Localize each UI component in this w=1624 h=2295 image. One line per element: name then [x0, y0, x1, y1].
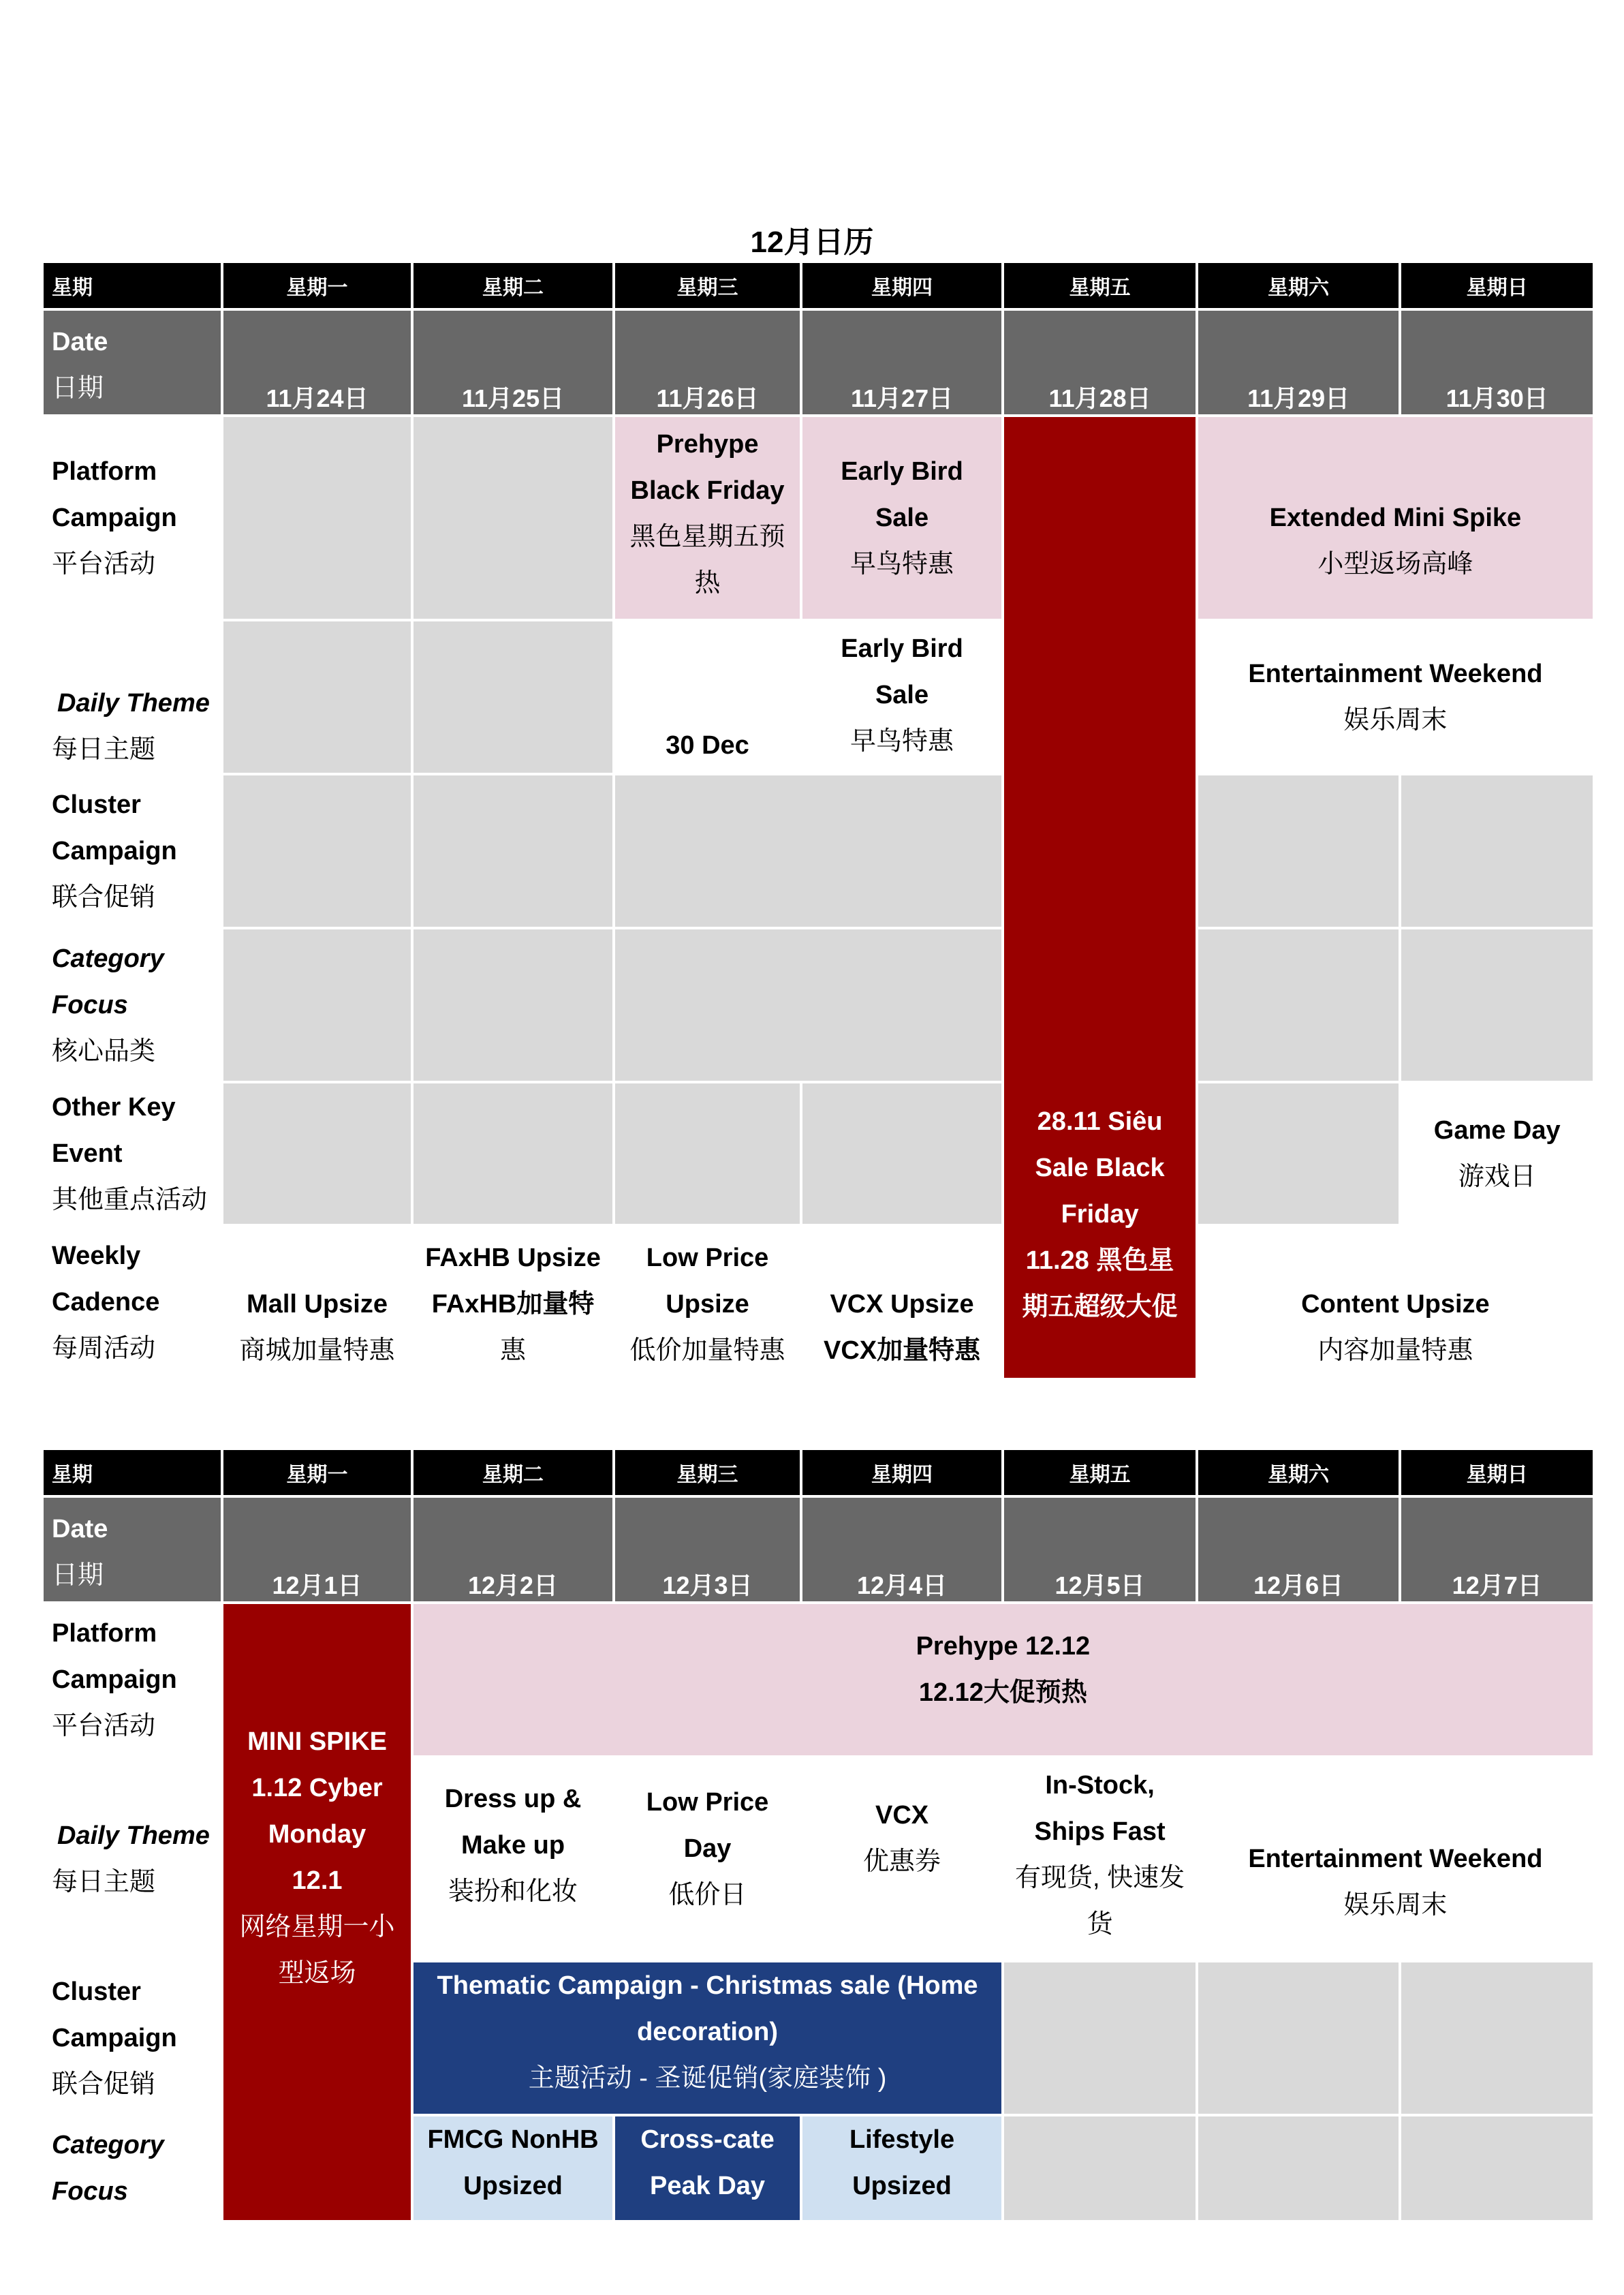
- entertainment-weekend-cell: [1198, 621, 1593, 773]
- label-line: Campaign: [52, 837, 177, 865]
- cell-line: Cross-cate: [640, 2125, 775, 2154]
- header-cell: 星期四: [802, 1450, 1002, 1495]
- date-cell: 11月29日: [1198, 311, 1399, 414]
- other-key-event-row: [44, 1083, 1593, 1224]
- label-line: Focus: [52, 991, 128, 1019]
- vcx-upsize-cell: [802, 1227, 1002, 1378]
- header-cell: 星期: [44, 1450, 221, 1495]
- row-label-daily: [44, 621, 221, 773]
- empty-cell: [1004, 2116, 1195, 2220]
- cell-line: Prehype: [656, 430, 759, 459]
- cell-line: 主题活动 - 圣诞促销(家庭装饰 ): [528, 2064, 887, 2093]
- date-label-zh: 日期: [52, 374, 104, 403]
- cell-line: FAxHB加量特: [431, 1290, 595, 1319]
- label-line: Daily Theme: [57, 1821, 210, 1850]
- date-cell: 12月4日: [802, 1498, 1002, 1601]
- empty-cell: [413, 775, 613, 927]
- header-cell: 星期一: [223, 263, 410, 308]
- mall-upsize-cell: [223, 1227, 410, 1378]
- date-label-zh: 日期: [52, 1561, 104, 1590]
- cell-line: FMCG NonHB: [427, 2125, 599, 2154]
- header-cell: 星期二: [413, 1450, 613, 1495]
- date-cell: 11月30日: [1401, 311, 1593, 414]
- prehype-1212-cell: [413, 1604, 1593, 1755]
- row-label-other: [44, 1083, 221, 1224]
- thematic-campaign-cell: [413, 1962, 1002, 2114]
- date-cell: 11月24日: [223, 311, 410, 414]
- daily-theme-row: [44, 621, 1593, 773]
- row-label-platform: [44, 1604, 221, 1755]
- cell-line: 娱乐周末: [1343, 1891, 1448, 1920]
- cell-line: Extended Mini Spike: [1269, 504, 1522, 532]
- date-cell: 12月6日: [1198, 1498, 1399, 1601]
- label-line: 其他重点活动: [52, 1186, 208, 1214]
- cell-line: 惠: [500, 1336, 527, 1365]
- cell-line: 28.11 Siêu: [1037, 1107, 1163, 1136]
- date-cell: 12月3日: [615, 1498, 799, 1601]
- cell-line: 早鸟特惠: [850, 550, 954, 579]
- cell-line: 小型返场高峰: [1317, 550, 1473, 579]
- cell-line: Sale: [875, 504, 929, 532]
- cell-line: Low Price: [646, 1244, 769, 1272]
- label-line: Category: [52, 2131, 164, 2159]
- label-line: Other Key: [52, 1093, 176, 1122]
- cell-line: Mall Upsize: [247, 1290, 388, 1319]
- date-row: [44, 311, 1593, 414]
- cell-line: Prehype 12.12: [916, 1632, 1091, 1661]
- cell-line: Game Day: [1433, 1116, 1561, 1145]
- cell-line: 有现货, 快速发: [1015, 1864, 1185, 1892]
- label-line: 联合促销: [52, 883, 156, 912]
- label-line: Platform: [52, 1619, 157, 1648]
- cell-line: Entertainment Weekend: [1248, 1845, 1543, 1873]
- cell-line: 低价日: [668, 1881, 747, 1909]
- empty-cell: [1198, 929, 1399, 1081]
- daily-30-dec-cell: [615, 621, 799, 773]
- empty-cell: [1198, 775, 1399, 927]
- weekly-cadence-row: [44, 1227, 1593, 1378]
- empty-cell: [413, 621, 613, 773]
- label-line: 核心品类: [52, 1037, 156, 1066]
- low-price-upsize-cell: [615, 1227, 799, 1378]
- black-friday-cell: [1004, 417, 1195, 1378]
- cell-line: 12.1: [292, 1866, 343, 1895]
- cell-line: 装扮和化妆: [448, 1877, 578, 1906]
- label-line: Focus: [52, 2177, 128, 2206]
- empty-cell: [802, 1083, 1002, 1224]
- label-line: 平台活动: [52, 1712, 156, 1740]
- label-line: Daily Theme: [57, 689, 210, 718]
- empty-cell: [223, 775, 410, 927]
- calendar-week-2: [41, 1447, 1595, 2223]
- label-line: 联合促销: [52, 2070, 156, 2099]
- row-label-category: [44, 2116, 221, 2220]
- cell-line: Lifestyle: [849, 2125, 955, 2154]
- date-cell: 12月5日: [1004, 1498, 1195, 1601]
- cell-line: 优惠券: [863, 1847, 941, 1876]
- empty-cell: [1198, 2116, 1399, 2220]
- cell-line: 30 Dec: [666, 731, 749, 760]
- empty-cell: [1198, 1962, 1399, 2114]
- date-cell: 12月2日: [413, 1498, 613, 1601]
- cell-line: Thematic Campaign - Christmas sale (Home: [437, 1971, 978, 2000]
- cell-line: Upsized: [852, 2172, 952, 2200]
- empty-cell: [615, 775, 1001, 927]
- cell-line: 货: [1087, 1910, 1113, 1939]
- header-cell: 星期五: [1004, 1450, 1195, 1495]
- row-label-cluster: [44, 775, 221, 927]
- cell-line: In-Stock,: [1045, 1771, 1155, 1800]
- category-focus-row: [44, 929, 1593, 1081]
- cell-line: 期五超级大促: [1022, 1293, 1178, 1321]
- row-label-daily: [44, 1758, 221, 1960]
- header-cell: 星期六: [1198, 263, 1399, 308]
- cell-line: Sale Black: [1035, 1154, 1165, 1182]
- empty-cell: [1004, 1962, 1195, 2114]
- cell-line: Ships Fast: [1034, 1817, 1166, 1846]
- cell-line: Day: [683, 1834, 732, 1863]
- game-day-cell: [1401, 1083, 1593, 1224]
- platform-campaign-row: [44, 1604, 1593, 1755]
- cell-line: decoration): [637, 2018, 778, 2046]
- date-cell: 12月7日: [1401, 1498, 1593, 1601]
- cell-line: 网络星期一小: [239, 1913, 395, 1941]
- cell-line: 早鸟特惠: [850, 727, 954, 756]
- empty-cell: [223, 621, 410, 773]
- cell-line: Peak Day: [650, 2172, 766, 2200]
- header-cell: 星期三: [615, 263, 799, 308]
- cell-line: FAxHB Upsize: [425, 1244, 601, 1272]
- date-cell: 12月1日: [223, 1498, 410, 1601]
- header-cell: 星期三: [615, 1450, 799, 1495]
- cell-line: 娱乐周末: [1343, 706, 1448, 735]
- label-line: 每日主题: [52, 1868, 156, 1896]
- fmcg-nonhb-cell: [413, 2116, 613, 2220]
- empty-cell: [413, 929, 613, 1081]
- label-line: Category: [52, 944, 164, 973]
- label-line: Platform: [52, 457, 157, 486]
- cell-line: 型返场: [278, 1959, 356, 1988]
- cell-line: Entertainment Weekend: [1248, 660, 1543, 688]
- cell-line: Sale: [875, 681, 929, 709]
- low-price-day-cell: [615, 1758, 799, 1960]
- cell-line: Monday: [268, 1820, 366, 1849]
- empty-cell: [1401, 2116, 1593, 2220]
- header-cell: 星期日: [1401, 1450, 1593, 1495]
- cell-line: Upsize: [666, 1290, 749, 1319]
- empty-cell: [1198, 1083, 1399, 1224]
- label-line: Cluster: [52, 790, 141, 819]
- empty-cell: [1401, 1962, 1593, 2114]
- content-upsize-cell: [1198, 1227, 1593, 1378]
- cell-line: 游戏日: [1458, 1162, 1536, 1191]
- label-line: Campaign: [52, 504, 177, 532]
- cell-line: 黑色星期五预: [629, 523, 785, 551]
- empty-cell: [1401, 929, 1593, 1081]
- cell-line: 12.12大促预热: [918, 1678, 1087, 1707]
- cell-line: Friday: [1061, 1200, 1139, 1229]
- empty-cell: [223, 1083, 410, 1224]
- early-bird-sale-cell: [802, 417, 1002, 619]
- cell-line: Black Friday: [630, 476, 785, 505]
- label-line: 每日主题: [52, 735, 156, 764]
- cell-line: Upsized: [463, 2172, 563, 2200]
- cell-line: Early Bird: [841, 457, 963, 486]
- dress-up-cell: [413, 1758, 613, 1960]
- label-line: Cadence: [52, 1288, 160, 1316]
- empty-cell: [413, 417, 613, 619]
- header-cell: 星期六: [1198, 1450, 1399, 1495]
- header-cell: 星期日: [1401, 263, 1593, 308]
- date-label-en: Date: [52, 328, 108, 356]
- header-cell: 星期四: [802, 263, 1002, 308]
- cell-line: VCX Upsize: [830, 1290, 974, 1319]
- date-label-cell: [44, 311, 221, 414]
- header-cell: 星期二: [413, 263, 613, 308]
- empty-cell: [413, 1083, 613, 1224]
- cell-line: Content Upsize: [1301, 1290, 1490, 1319]
- header-cell: 星期: [44, 263, 221, 308]
- date-label-en: Date: [52, 1515, 108, 1543]
- cell-line: VCX: [875, 1801, 929, 1830]
- label-line: 每周活动: [52, 1334, 156, 1363]
- page-title: 12月日历: [750, 226, 874, 259]
- vcx-cell: [802, 1758, 1002, 1960]
- empty-cell: [223, 417, 410, 619]
- date-cell: 11月25日: [413, 311, 613, 414]
- cell-line: VCX加量特惠: [823, 1336, 981, 1365]
- weekday-header-row: [44, 263, 1593, 308]
- cell-line: Make up: [461, 1831, 565, 1860]
- label-line: Campaign: [52, 2024, 177, 2052]
- prehype-black-friday-cell: [615, 417, 799, 619]
- empty-cell: [1401, 775, 1593, 927]
- early-bird-daily-cell: [802, 621, 1002, 773]
- cell-line: 1.12 Cyber: [251, 1774, 383, 1802]
- label-line: Cluster: [52, 1977, 141, 2006]
- cell-line: MINI SPIKE: [247, 1727, 387, 1756]
- cross-cate-cell: [615, 2116, 799, 2220]
- platform-campaign-row: [44, 417, 1593, 619]
- calendar-week-1: [41, 260, 1595, 1381]
- date-cell: 11月26日: [615, 311, 799, 414]
- cell-line: 内容加量特惠: [1317, 1336, 1473, 1365]
- mini-spike-cell: [223, 1604, 410, 2220]
- in-stock-cell: [1004, 1758, 1195, 1960]
- row-label-cluster: [44, 1962, 221, 2114]
- cell-line: 商城加量特惠: [239, 1336, 395, 1365]
- extended-mini-spike-cell: [1198, 417, 1593, 619]
- date-cell: 11月27日: [802, 311, 1002, 414]
- lifestyle-cell: [802, 2116, 1002, 2220]
- faxhb-upsize-cell: [413, 1227, 613, 1378]
- row-label-weekly: [44, 1227, 221, 1378]
- entertainment-weekend-cell: [1198, 1758, 1593, 1960]
- cell-line: 低价加量特惠: [629, 1336, 785, 1365]
- label-line: 平台活动: [52, 550, 156, 579]
- label-line: Weekly: [52, 1242, 141, 1270]
- row-label-platform: [44, 417, 221, 619]
- date-label-cell: [44, 1498, 221, 1601]
- cell-line: 热: [694, 569, 721, 598]
- cell-line: Early Bird: [841, 634, 963, 663]
- empty-cell: [223, 929, 410, 1081]
- cell-line: 11.28 黑色星: [1025, 1246, 1174, 1275]
- header-cell: 星期五: [1004, 263, 1195, 308]
- empty-cell: [615, 1083, 799, 1224]
- row-label-category: [44, 929, 221, 1081]
- weekday-header-row: [44, 1450, 1593, 1495]
- date-cell: 11月28日: [1004, 311, 1195, 414]
- cell-line: Low Price: [646, 1788, 769, 1817]
- date-row: [44, 1498, 1593, 1601]
- empty-cell: [615, 929, 1001, 1081]
- cluster-campaign-row: [44, 775, 1593, 927]
- header-cell: 星期一: [223, 1450, 410, 1495]
- label-line: Campaign: [52, 1665, 177, 1694]
- cell-line: Dress up &: [444, 1785, 582, 1813]
- label-line: Event: [52, 1139, 123, 1168]
